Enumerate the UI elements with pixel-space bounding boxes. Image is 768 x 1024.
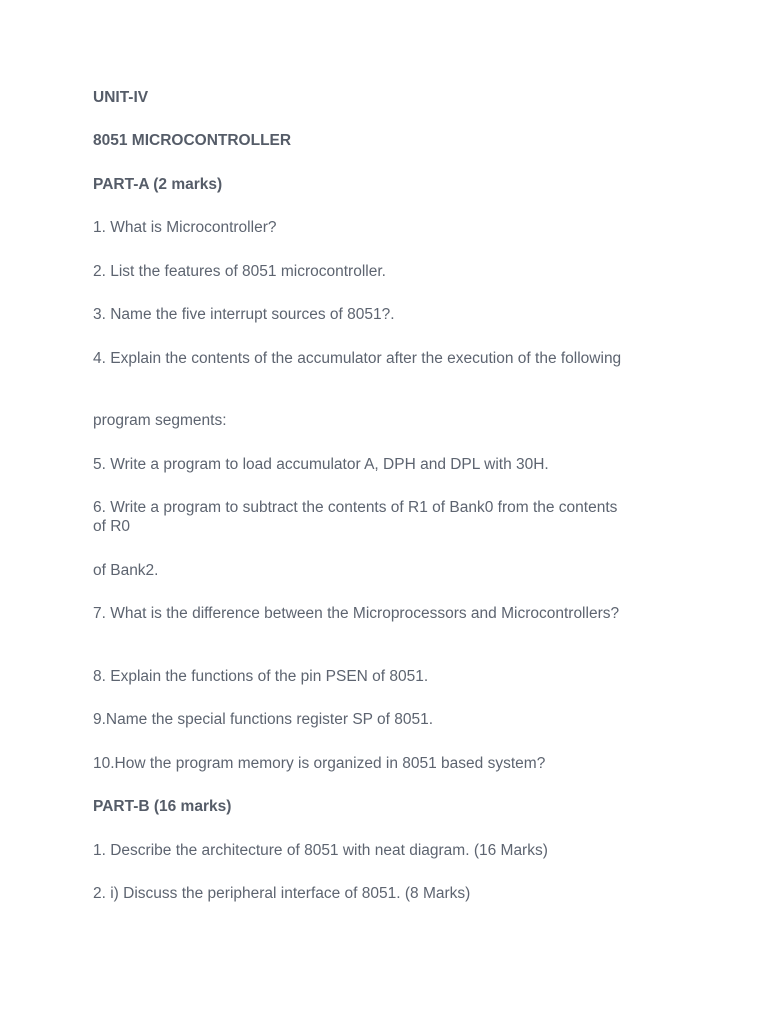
part-a-question-4-continued: program segments: (93, 412, 227, 429)
part-a-question-6: 6. Write a program to subtract the contents of R1 of Bank0 from the contents of R0 (93, 499, 618, 535)
part-b-question-2: 2. i) Discuss the peripheral interface of 8051. (8 Marks) (93, 885, 471, 902)
part-a-question-6-continued: of Bank2. (93, 562, 159, 579)
subject-heading: 8051 MICROCONTROLLER (93, 132, 292, 149)
part-a-question-1: 1. What is Microcontroller? (93, 219, 277, 236)
part-a-question-7: 7. What is the difference between the Microprocessors and Microcontrollers? (93, 605, 620, 622)
part-b-heading: PART-B (16 marks) (93, 798, 232, 815)
part-a-question-5: 5. Write a program to load accumulator A, DPH and DPL with 30H. (93, 456, 549, 473)
unit-heading: UNIT-IV (93, 89, 149, 106)
part-a-question-4: 4. Explain the contents of the accumulator after the execution of the following (93, 350, 622, 367)
part-a-heading: PART-A (2 marks) (93, 176, 223, 193)
part-a-question-9: 9.Name the special functions register SP of 8051. (93, 711, 434, 728)
part-a-question-2: 2. List the features of 8051 microcontroller. (93, 263, 386, 280)
part-b-question-1: 1. Describe the architecture of 8051 with neat diagram. (16 Marks) (93, 842, 548, 859)
part-a-question-8: 8. Explain the functions of the pin PSEN of 8051. (93, 668, 429, 685)
part-a-question-3: 3. Name the five interrupt sources of 8051?. (93, 306, 395, 323)
part-a-question-10: 10.How the program memory is organized in 8051 based system? (93, 755, 546, 772)
